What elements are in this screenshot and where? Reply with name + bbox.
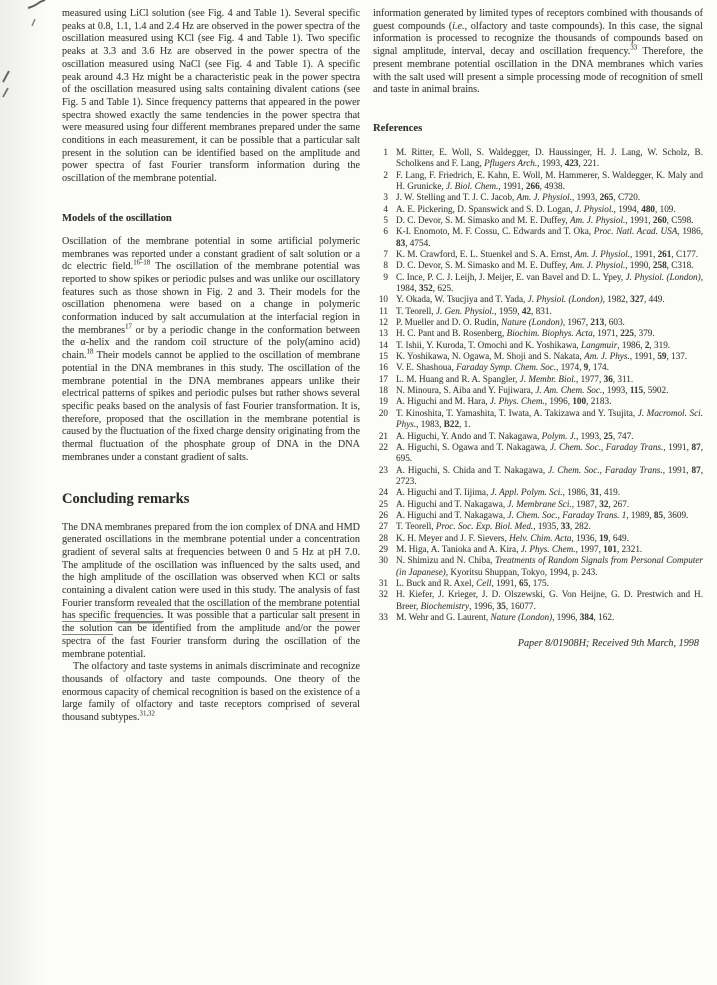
- reference-number: 5: [383, 214, 388, 225]
- reference-item: [373, 204, 703, 215]
- reference-number: 20: [378, 407, 388, 418]
- reference-text: L. Buck and R. Axel, Cell, 1991, 65, 175.: [396, 577, 549, 588]
- reference-item: [373, 521, 703, 532]
- paragraph-olfactory-continued: information generated by limited types of receptors combined with thousands of guest compounds (i.e., olfactory and taste compounds). In this case, the signal information is processed to recognize the thousands of compounds based on signal amplitude, interval, decay and oscillation frequency.$^{33}$ Therefore, the present membrane potential oscillation in the DNA membranes which varies with the salt used will present a simple processing mode of recognition of smell and taste in animal brains.: [373, 8, 704, 96]
- reference-number: 30: [378, 555, 388, 566]
- pencil-mark-top: [27, 0, 47, 10]
- reference-text: Y. Okada, W. Tsucjiya and T. Yada, J. Physiol. (London), 1982, 327, 449.: [396, 294, 665, 305]
- reference-number: 28: [378, 532, 388, 543]
- reference-item: [373, 340, 703, 351]
- reference-text: A. Higuchi and T. Nakagawa, J. Chem. Soc., Faraday Trans. 1, 1989, 85, 3609.: [396, 509, 689, 520]
- reference-text: A. Higuchi, S. Ogawa and T. Nakagawa, J. Chem. Soc., Faraday Trans., 1991, 87, 695.: [396, 441, 704, 464]
- reference-item: [373, 499, 703, 510]
- reference-number: 2: [383, 169, 388, 180]
- reference-number: 27: [378, 521, 388, 532]
- reference-text: A. Higuchi and T. Iijima, J. Appl. Polym. Sci., 1986, 31, 419.: [396, 487, 621, 498]
- reference-number: 8: [383, 260, 388, 271]
- pencil-mark-stroke-1: [1, 70, 11, 84]
- reference-number: 24: [378, 487, 388, 498]
- reference-item: [373, 328, 703, 339]
- paragraph-results-continued: measured using LiCl solution (see Fig. 4 and Table 1). Several specific peaks at 0.8, 1.1, 1.4 and 2.4 Hz are observed in the power spectra of the oscillation measured using KCl (see Fig. 4 and Table 1). Two specific peaks at 3.3 and 3.6 Hz are observed in the power spectra of the oscillation measured using NaCl (see Fig. 4 and Table 1). A specific peak around 4.3 Hz might be a characteristic peak in the power spectra of the oscillation measured using salts containing divalent cations (see Fig. 5 and Table 1). Since frequency patterns that appeared in the power spectra showed exactly the same tendencies in the power spectra that were measured using four different membranes prepared under the same conditions in each measurement, it can be possible that a particular salt present in the solution can be identified based on the amplitude and power spectra of fast Fourier transform information during the oscillation of the membrane potential.: [62, 8, 360, 185]
- reference-number: 32: [378, 589, 388, 600]
- reference-item: [373, 408, 703, 431]
- reference-item: [373, 442, 703, 465]
- reference-item: [373, 226, 703, 249]
- reference-item: [373, 170, 703, 193]
- reference-number: 22: [378, 441, 388, 452]
- reference-text: A. E. Pickering, D. Spanswick and S. D. Logan, J. Physiol., 1994, 480, 109.: [396, 203, 676, 214]
- reference-item: [373, 351, 703, 362]
- reference-text: N. Minoura, S. Aiba and Y. Fujiwara, J. Am. Chem. Soc., 1993, 115, 5902.: [396, 385, 669, 396]
- reference-item: [373, 294, 703, 305]
- reference-text: A. Higuchi and M. Hara, J. Phys. Chem., 1996, 100, 2183.: [396, 396, 612, 407]
- reference-item: [373, 147, 703, 170]
- two-column-layout: [62, 8, 703, 725]
- reference-text: T. Teorell, Proc. Soc. Exp. Biol. Med., 1935, 33, 282.: [396, 521, 591, 532]
- section-heading-concluding-remarks: Concluding remarks: [62, 490, 190, 507]
- paragraph-concluding-2: The olfactory and taste systems in animals discriminate and recognize thousands of olfactory and taste compounds. One theory of the enormous capacity of chemical recognition is based on the existence of a large family of olfactory and taste receptors comprised of several thousand subtypes.$^{31,32}$: [62, 661, 360, 724]
- reference-number: 10: [378, 294, 388, 305]
- reference-number: 23: [378, 464, 388, 475]
- reference-text: A. Higuchi and T. Nakagawa, J. Membrane Sci., 1987, 32, 267.: [396, 498, 630, 509]
- reference-number: 16: [378, 362, 388, 373]
- reference-number: 25: [378, 498, 388, 509]
- reference-number: 29: [378, 543, 388, 554]
- reference-text: M. Higa, A. Tanioka and A. Kira, J. Phys. Chem., 1997, 101, 2321.: [396, 543, 643, 554]
- reference-text: J. W. Stelling and T. J. C. Jacob, Am. J. Physiol., 1993, 265, C720.: [396, 192, 641, 203]
- paragraph-concluding-1: The DNA membranes prepared from the ion complex of DNA and HMD generated oscillations in the membrane potential under a concentration gradient of several salts at frequencies between 0 and 5 Hz at pH 7.0. The amplitude of the oscillation was influenced by the salts used, and the high amplitude of the oscillation was observed when KCl or salts containing a divalent cation were used in this study. The analysis of fast Fourier transform revealed that the oscillation of the membrane potential has specific frequencies. It was possible that a particular salt present in the solution can be identified from the amplitude and/or the power spectra of the fast Fourier transform during the oscillation of the membrane potential.: [62, 521, 360, 660]
- reference-item: [373, 465, 703, 488]
- reference-number: 1: [383, 146, 388, 157]
- left-column: [62, 8, 360, 725]
- reference-number: 3: [383, 192, 388, 203]
- reference-number: 4: [383, 203, 388, 214]
- reference-item: [373, 533, 703, 544]
- reference-item: [373, 362, 703, 373]
- reference-text: T. Teorell, J. Gen. Physiol., 1959, 42, 831.: [396, 305, 552, 316]
- reference-text: K. Yoshikawa, N. Ogawa, M. Shoji and S. Nakata, Am. J. Phys., 1991, 59, 137.: [396, 351, 688, 362]
- reference-text: F. Lang, F. Friedrich, E. Kahn, E. Woll, M. Hammerer, S. Waldegger, K. Maly and H. Grunicke, J. Biol. Chem., 1991, 266, 4938.: [396, 169, 703, 191]
- reference-text: P. Mueller and D. O. Rudin, Nature (London), 1967, 213, 603.: [396, 317, 625, 328]
- reference-item: [373, 192, 703, 203]
- reference-item: [373, 544, 703, 555]
- reference-text: H. C. Pant and B. Rosenberg, Biochim. Biophys. Acta, 1971, 225, 379.: [396, 328, 655, 339]
- reference-text: L. M. Huang and R. A. Spangler, J. Membr. Biol., 1977, 36, 311.: [396, 373, 634, 384]
- reference-number: 12: [378, 317, 388, 328]
- reference-number: 15: [378, 351, 388, 362]
- section-heading-references: References: [373, 122, 423, 134]
- reference-text: D. C. Devor, S. M. Simasko and M. E. Duffey, Am. J. Physiol., 1990, 258, C318.: [396, 260, 694, 271]
- section-heading-models: Models of the oscillation: [62, 212, 172, 224]
- reference-number: 33: [378, 612, 388, 623]
- reference-item: [373, 215, 703, 226]
- reference-text: K. H. Meyer and J. F. Sievers, Helv. Chim. Acta, 1936, 19, 649.: [396, 532, 629, 543]
- reference-text: M. Ritter, E. Woll, S. Waldegger, D. Haussinger, H. J. Lang, W. Scholz, B. Scholkens and F. Lang, Pflugers Arch., 1993, 423, 221.: [396, 146, 703, 169]
- reference-item: [373, 260, 703, 271]
- right-column: [373, 8, 703, 725]
- reference-text: A. Higuchi, Y. Ando and T. Nakagawa, Polym. J., 1993, 25, 747.: [396, 430, 634, 441]
- reference-number: 14: [378, 339, 388, 350]
- reference-number: 26: [378, 509, 388, 520]
- reference-text: D. C. Devor, S. M. Simasko and M. E. Duffey, Am. J. Physiol., 1991, 260, C598.: [396, 214, 694, 225]
- reference-number: 7: [383, 249, 388, 260]
- reference-item: [373, 555, 703, 578]
- pencil-mark-stroke-2: [1, 87, 10, 99]
- paper-id-received-date: Paper 8/01908H; Received 9th March, 1998: [517, 638, 699, 650]
- reference-text: C. Ince, P. C. J. Leijh, J. Meijer, E. van Bavel and D. L. Ypey, J. Physiol. (London), 1984, 352, 625.: [396, 271, 703, 294]
- reference-text: N. Shimizu and N. Chiba, Treatments of Random Signals from Personal Computer (in Japanese), Kyoritsu Shuppan, Tokyo, 1994, p. 243.: [396, 555, 703, 577]
- reference-text: M. Wehr and G. Laurent, Nature (London), 1996, 384, 162.: [396, 612, 615, 623]
- reference-number: 13: [378, 328, 388, 339]
- reference-text: V. E. Shashoua, Faraday Symp. Chem. Soc., 1974, 9, 174.: [396, 362, 609, 373]
- reference-item: [373, 374, 703, 385]
- reference-item: [373, 431, 703, 442]
- reference-number: 6: [383, 226, 388, 237]
- reference-item: [373, 510, 703, 521]
- reference-item: [373, 487, 703, 498]
- reference-number: 17: [378, 373, 388, 384]
- reference-item: [373, 385, 703, 396]
- reference-text: H. Kiefer, J. Krieger, J. D. Olszewski, G. Von Heijne, G. D. Prestwich and H. Breer, Biochemistry, 1996, 35, 16077.: [396, 589, 703, 611]
- references-list: [373, 147, 703, 623]
- pencil-mark-tick: [30, 18, 37, 27]
- reference-item: [373, 589, 703, 612]
- reference-number: 9: [383, 271, 388, 282]
- reference-text: K-I. Enomoto, M. F. Cossu, C. Edwards and T. Oka, Proc. Natl. Acad. USA, 1986, 83, 4754.: [396, 226, 704, 248]
- reference-number: 31: [378, 577, 388, 588]
- reference-text: T. Kinoshita, T. Yamashita, T. Iwata, A. Takizawa and Y. Tsujita, J. Macromol. Sci. Phys., 1983, B22, 1.: [396, 407, 703, 430]
- reference-item: [373, 396, 703, 407]
- reference-item: [373, 249, 703, 260]
- reference-number: 18: [378, 385, 388, 396]
- reference-item: [373, 612, 703, 623]
- reference-item: [373, 306, 703, 317]
- reference-text: T. Ishii, Y. Kuroda, T. Omochi and K. Yoshikawa, Langmuir, 1986, 2, 319.: [396, 339, 671, 350]
- paragraph-models: Oscillation of the membrane potential in some artificial polymeric membranes was reported under a constant gradient of salt solution or a dc electric field.$^{16-18}$ The oscillation of the membrane potential was reported to show spikes or periodic pulses and was unlike our oscillatory features such as those shown in Fig. 2 and 3. Their models for the oscillation phenomena were based on a change in polymeric conformation induced by salt accumulation at the interfacial region in the membranes$^{17}$ or by a periodic change in the conformation between the α-helix and the random coil structure of the poly(amino acid) chain.$^{18}$ Their models cannot be applied to the oscillation of membrane potential in the DNA membranes in this study. The oscillation of the membrane potential in the DNA membranes appears unlike their electrical patterns of spikes and periodic pulses but rather shows several specific peaks based on the analysis of fast Fourier transformation. It is, therefore, proposed that the oscillation in the membrane potential is caused by the fluctuation of the fixed charge density originating from the thermal fluctuation of the phosphate group of DNA in the DNA membranes under a constant gradient of salts.: [62, 235, 360, 463]
- reference-number: 21: [378, 430, 388, 441]
- reference-number: 19: [378, 396, 388, 407]
- reference-number: 11: [379, 305, 388, 316]
- reference-item: [373, 272, 703, 295]
- reference-text: K. M. Crawford, E. L. Stuenkel and S. A. Ernst, Am. J. Physiol., 1991, 261, C177.: [396, 249, 699, 260]
- reference-item: [373, 317, 703, 328]
- reference-text: A. Higuchi, S. Chida and T. Nakagawa, J. Chem. Soc., Faraday Trans., 1991, 87, 2723.: [396, 464, 704, 486]
- reference-item: [373, 578, 703, 589]
